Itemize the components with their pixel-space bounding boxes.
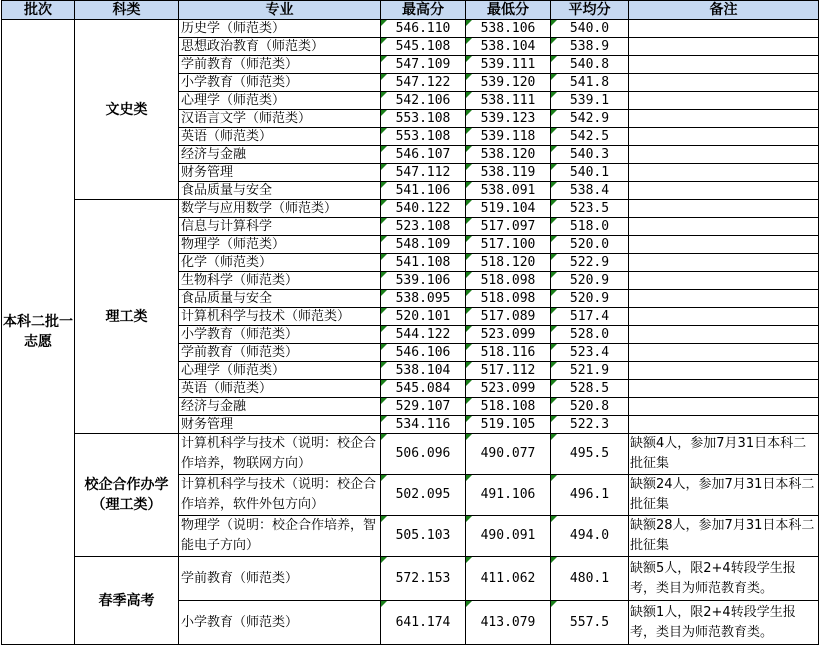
min-score-cell: 523.099: [466, 380, 551, 398]
major-cell: 思想政治教育（师范类）: [179, 38, 381, 56]
note-cell: 缺额24人，参加7月31日本科二批征集: [629, 475, 819, 516]
max-score-cell: 541.108: [381, 254, 466, 272]
max-score-cell: 542.106: [381, 92, 466, 110]
avg-score-cell: 522.9: [551, 254, 629, 272]
avg-score-cell: 528.0: [551, 326, 629, 344]
major-cell: 物理学（师范类）: [179, 236, 381, 254]
note-cell: [629, 290, 819, 308]
max-score-cell: 534.116: [381, 416, 466, 434]
major-cell: 计算机科学与技术（说明：校企合作培养，软件外包方向）: [179, 475, 381, 516]
header-min-score: 最低分: [466, 1, 551, 20]
max-score-cell: 572.153: [381, 557, 466, 601]
max-score-cell: 544.122: [381, 326, 466, 344]
min-score-cell: 517.112: [466, 362, 551, 380]
major-cell: 英语（师范类）: [179, 380, 381, 398]
avg-score-cell: 495.5: [551, 434, 629, 475]
major-cell: 学前教育（师范类）: [179, 56, 381, 74]
note-cell: 缺额4人，参加7月31日本科二批征集: [629, 434, 819, 475]
min-score-cell: 517.097: [466, 218, 551, 236]
note-cell: [629, 326, 819, 344]
avg-score-cell: 540.1: [551, 164, 629, 182]
avg-score-cell: 538.9: [551, 38, 629, 56]
major-cell: 小学教育（师范类）: [179, 326, 381, 344]
min-score-cell: 539.111: [466, 56, 551, 74]
major-cell: 经济与金融: [179, 146, 381, 164]
max-score-cell: 545.108: [381, 38, 466, 56]
header-row: [2, 1, 819, 20]
avg-score-cell: 541.8: [551, 74, 629, 92]
avg-score-cell: 542.5: [551, 128, 629, 146]
max-score-cell: 553.108: [381, 110, 466, 128]
min-score-cell: 519.104: [466, 200, 551, 218]
min-score-cell: 538.120: [466, 146, 551, 164]
avg-score-cell: 538.4: [551, 182, 629, 200]
avg-score-cell: 520.9: [551, 272, 629, 290]
max-score-cell: 546.106: [381, 344, 466, 362]
major-cell: 学前教育（师范类）: [179, 344, 381, 362]
category-cell: 理工类: [75, 200, 179, 434]
note-cell: [629, 344, 819, 362]
major-cell: 心理学（师范类）: [179, 92, 381, 110]
note-cell: [629, 74, 819, 92]
note-cell: [629, 164, 819, 182]
major-cell: 物理学（说明：校企合作培养，智能电子方向）: [179, 516, 381, 557]
avg-score-cell: 540.0: [551, 20, 629, 38]
avg-score-cell: 522.3: [551, 416, 629, 434]
major-cell: 历史学（师范类）: [179, 20, 381, 38]
header-category: 科类: [75, 1, 179, 20]
max-score-cell: 506.096: [381, 434, 466, 475]
note-cell: [629, 272, 819, 290]
note-cell: [629, 182, 819, 200]
min-score-cell: 518.116: [466, 344, 551, 362]
avg-score-cell: 494.0: [551, 516, 629, 557]
note-cell: [629, 362, 819, 380]
avg-score-cell: 528.5: [551, 380, 629, 398]
major-cell: 数学与应用数学（师范类）: [179, 200, 381, 218]
min-score-cell: 413.079: [466, 601, 551, 645]
header-note: 备注: [629, 1, 819, 20]
header-major: 专业: [179, 1, 381, 20]
note-cell: [629, 56, 819, 74]
min-score-cell: 523.099: [466, 326, 551, 344]
major-cell: 学前教育（师范类）: [179, 557, 381, 601]
avg-score-cell: 517.4: [551, 308, 629, 326]
major-cell: 计算机科学与技术（师范类）: [179, 308, 381, 326]
avg-score-cell: 480.1: [551, 557, 629, 601]
max-score-cell: 520.101: [381, 308, 466, 326]
major-cell: 生物科学（师范类）: [179, 272, 381, 290]
category-cell: 校企合作办学（理工类）: [75, 434, 179, 557]
max-score-cell: 538.095: [381, 290, 466, 308]
note-cell: [629, 308, 819, 326]
table-row: [2, 20, 819, 38]
category-cell: 春季高考: [75, 557, 179, 645]
note-cell: [629, 128, 819, 146]
major-cell: 心理学（师范类）: [179, 362, 381, 380]
min-score-cell: 538.091: [466, 182, 551, 200]
max-score-cell: 548.109: [381, 236, 466, 254]
avg-score-cell: 520.0: [551, 236, 629, 254]
note-cell: [629, 218, 819, 236]
max-score-cell: 545.084: [381, 380, 466, 398]
note-cell: [629, 200, 819, 218]
min-score-cell: 539.123: [466, 110, 551, 128]
note-cell: [629, 20, 819, 38]
category-cell: 文史类: [75, 20, 179, 200]
note-cell: [629, 110, 819, 128]
min-score-cell: 539.118: [466, 128, 551, 146]
note-cell: [629, 380, 819, 398]
major-cell: 汉语言文学（师范类）: [179, 110, 381, 128]
table-row: [2, 434, 819, 475]
min-score-cell: 490.091: [466, 516, 551, 557]
batch-cell: 本科二批一志愿: [2, 20, 75, 645]
avg-score-cell: 496.1: [551, 475, 629, 516]
min-score-cell: 518.098: [466, 290, 551, 308]
min-score-cell: 491.106: [466, 475, 551, 516]
avg-score-cell: 523.4: [551, 344, 629, 362]
avg-score-cell: 520.9: [551, 290, 629, 308]
max-score-cell: 547.109: [381, 56, 466, 74]
note-cell: [629, 92, 819, 110]
avg-score-cell: 540.8: [551, 56, 629, 74]
header-avg-score: 平均分: [551, 1, 629, 20]
min-score-cell: 490.077: [466, 434, 551, 475]
admission-score-table: [1, 0, 819, 645]
max-score-cell: 539.106: [381, 272, 466, 290]
min-score-cell: 539.120: [466, 74, 551, 92]
avg-score-cell: 557.5: [551, 601, 629, 645]
header-max-score: 最高分: [381, 1, 466, 20]
min-score-cell: 538.104: [466, 38, 551, 56]
min-score-cell: 518.120: [466, 254, 551, 272]
major-cell: 化学（师范类）: [179, 254, 381, 272]
max-score-cell: 540.122: [381, 200, 466, 218]
avg-score-cell: 523.5: [551, 200, 629, 218]
max-score-cell: 546.110: [381, 20, 466, 38]
min-score-cell: 517.100: [466, 236, 551, 254]
min-score-cell: 538.106: [466, 20, 551, 38]
max-score-cell: 502.095: [381, 475, 466, 516]
max-score-cell: 505.103: [381, 516, 466, 557]
avg-score-cell: 521.9: [551, 362, 629, 380]
note-cell: [629, 236, 819, 254]
max-score-cell: 529.107: [381, 398, 466, 416]
max-score-cell: 546.107: [381, 146, 466, 164]
major-cell: 小学教育（师范类）: [179, 601, 381, 645]
max-score-cell: 541.106: [381, 182, 466, 200]
major-cell: 小学教育（师范类）: [179, 74, 381, 92]
note-cell: 缺额28人，参加7月31日本科二批征集: [629, 516, 819, 557]
min-score-cell: 518.098: [466, 272, 551, 290]
min-score-cell: 517.089: [466, 308, 551, 326]
max-score-cell: 547.122: [381, 74, 466, 92]
min-score-cell: 411.062: [466, 557, 551, 601]
major-cell: 食品质量与安全: [179, 290, 381, 308]
max-score-cell: 641.174: [381, 601, 466, 645]
note-cell: 缺额5人，限2+4转段学生报考，类目为师范教育类。: [629, 557, 819, 601]
major-cell: 计算机科学与技术（说明：校企合作培养，物联网方向）: [179, 434, 381, 475]
avg-score-cell: 540.3: [551, 146, 629, 164]
avg-score-cell: 542.9: [551, 110, 629, 128]
table-row: [2, 557, 819, 601]
major-cell: 财务管理: [179, 416, 381, 434]
note-cell: 缺额1人，限2+4转段学生报考，类目为师范教育类。: [629, 601, 819, 645]
avg-score-cell: 518.0: [551, 218, 629, 236]
note-cell: [629, 38, 819, 56]
note-cell: [629, 254, 819, 272]
header-batch: 批次: [2, 1, 75, 20]
major-cell: 食品质量与安全: [179, 182, 381, 200]
major-cell: 财务管理: [179, 164, 381, 182]
note-cell: [629, 146, 819, 164]
avg-score-cell: 520.8: [551, 398, 629, 416]
avg-score-cell: 539.1: [551, 92, 629, 110]
max-score-cell: 523.108: [381, 218, 466, 236]
min-score-cell: 538.119: [466, 164, 551, 182]
min-score-cell: 518.108: [466, 398, 551, 416]
min-score-cell: 519.105: [466, 416, 551, 434]
major-cell: 英语（师范类）: [179, 128, 381, 146]
max-score-cell: 547.112: [381, 164, 466, 182]
max-score-cell: 538.104: [381, 362, 466, 380]
note-cell: [629, 416, 819, 434]
min-score-cell: 538.111: [466, 92, 551, 110]
table-row: [2, 200, 819, 218]
major-cell: 经济与金融: [179, 398, 381, 416]
note-cell: [629, 398, 819, 416]
max-score-cell: 553.108: [381, 128, 466, 146]
major-cell: 信息与计算科学: [179, 218, 381, 236]
